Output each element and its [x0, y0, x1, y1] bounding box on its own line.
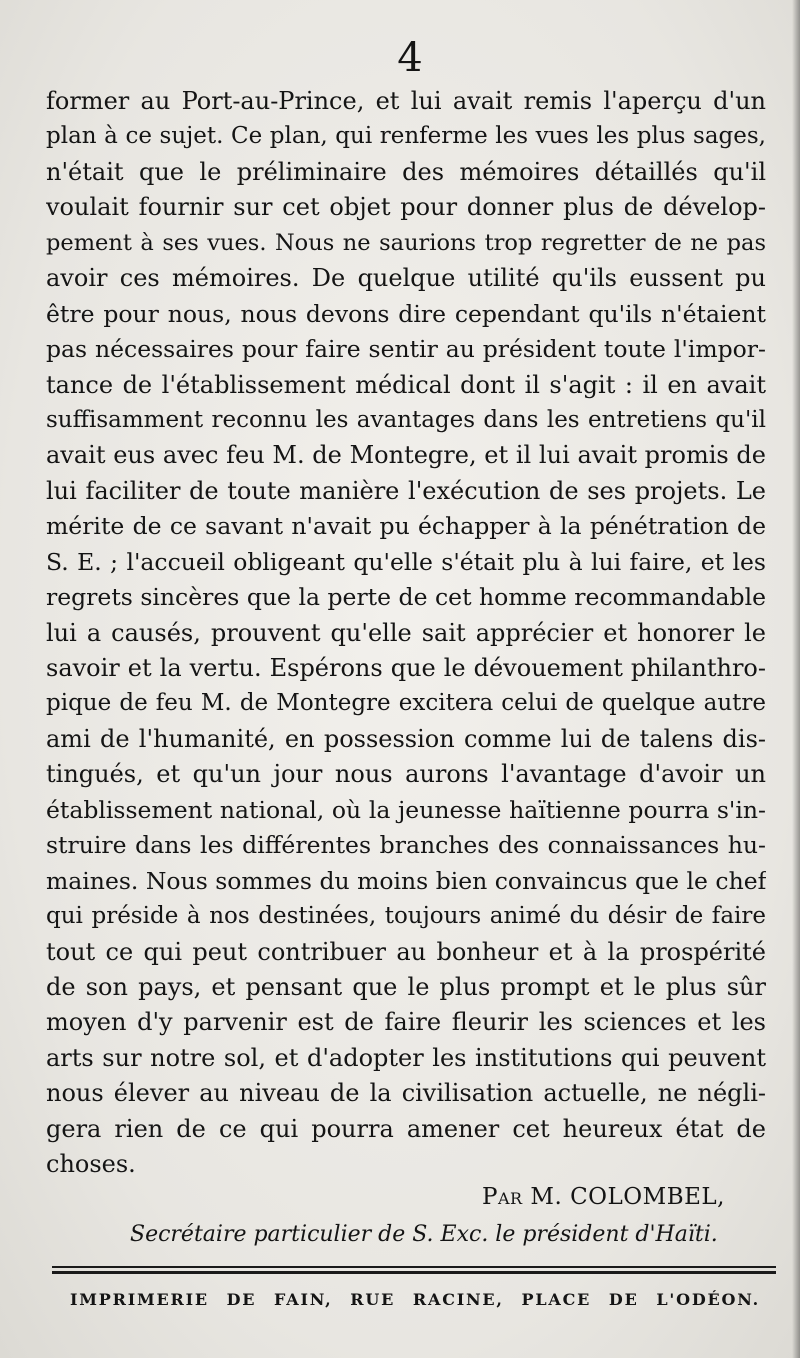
text-line: pique de feu M. de Montegre excitera celui de quelque autre	[46, 690, 766, 717]
text-line: plan à ce sujet. Ce plan, qui renferme les vues les plus sages,	[46, 123, 766, 150]
text-line: S. E. ; l'accueil obligeant qu'elle s'était plu à lui faire, et les	[46, 547, 766, 576]
text-line: maines. Nous sommes du moins bien convaincus que le chef	[46, 866, 766, 895]
divider-rule-thick	[52, 1271, 776, 1274]
text-line: n'était que le préliminaire des mémoires détaillés qu'il	[46, 157, 766, 186]
body-text	[46, 84, 766, 1183]
text-line: de son pays, et pensant que le plus prompt et le plus sûr	[46, 972, 766, 1001]
printer-imprint: IMPRIMERIE DE FAIN, RUE RACINE, PLACE DE L'ODÉON.	[70, 1290, 760, 1309]
text-line: être pour nous, nous devons dire cependant qu'ils n'étaient	[46, 299, 766, 328]
text-line: savoir et la vertu. Espérons que le dévouement philanthro-	[46, 654, 766, 682]
text-line: pas nécessaires pour faire sentir au président toute l'impor-	[46, 335, 766, 364]
signature	[482, 1184, 725, 1210]
text-line: nous élever au niveau de la civilisation actuelle, ne négli-	[46, 1079, 766, 1108]
text-line: avait eus avec feu M. de Montegre, et il lui avait promis de	[46, 441, 766, 470]
author-title: Secrétaire particulier de S. Exc. le président d'Haïti.	[130, 1222, 718, 1247]
divider-rule	[52, 1266, 776, 1268]
text-line: établissement national, où la jeunesse haïtienne pourra s'in-	[46, 795, 766, 824]
text-line: lui a causés, prouvent qu'elle sait apprécier et honorer le	[46, 618, 766, 647]
text-line: ami de l'humanité, en possession comme lui de talens dis-	[46, 724, 766, 753]
signature-name: M. COLOMBEL,	[530, 1184, 725, 1210]
scan-edge-shadow	[792, 0, 800, 1358]
text-line: struire dans les différentes branches des connaissances hu-	[46, 831, 766, 860]
text-line: former au Port-au-Prince, et lui avait remis l'aperçu d'un	[46, 87, 766, 115]
text-line: voulait fournir sur cet objet pour donner plus de dévelop-	[46, 193, 766, 222]
page-number: 4	[397, 35, 423, 81]
text-line: suffisamment reconnu les avantages dans les entretiens qu'il	[46, 406, 766, 433]
text-line: lui faciliter de toute manière l'exécution de ses projets. Le	[46, 476, 766, 505]
signature-par: Par	[482, 1184, 523, 1210]
text-line: gera rien de ce qui pourra amener cet heureux état de	[46, 1114, 766, 1143]
text-line: pement à ses vues. Nous ne saurions trop regretter de ne pas	[46, 229, 766, 256]
text-line: avoir ces mémoires. De quelque utilité qu'ils eussent pu	[46, 264, 766, 293]
text-line: tance de l'établissement médical dont il s'agit : il en avait	[46, 370, 766, 399]
text-line: mérite de ce savant n'avait pu échapper à la pénétration de	[46, 512, 766, 541]
text-line: qui préside à nos destinées, toujours animé du désir de faire	[46, 903, 766, 930]
text-line: arts sur notre sol, et d'adopter les institutions qui peuvent	[46, 1043, 766, 1072]
text-line: moyen d'y parvenir est de faire fleurir les sciences et les	[46, 1008, 766, 1037]
text-line: regrets sincères que la perte de cet homme recommandable	[46, 583, 766, 612]
text-line: tout ce qui peut contribuer au bonheur et à la prospérité	[46, 937, 766, 966]
text-line-last: choses.	[46, 1150, 136, 1179]
text-line: tingués, et qu'un jour nous aurons l'avantage d'avoir un	[46, 760, 766, 789]
